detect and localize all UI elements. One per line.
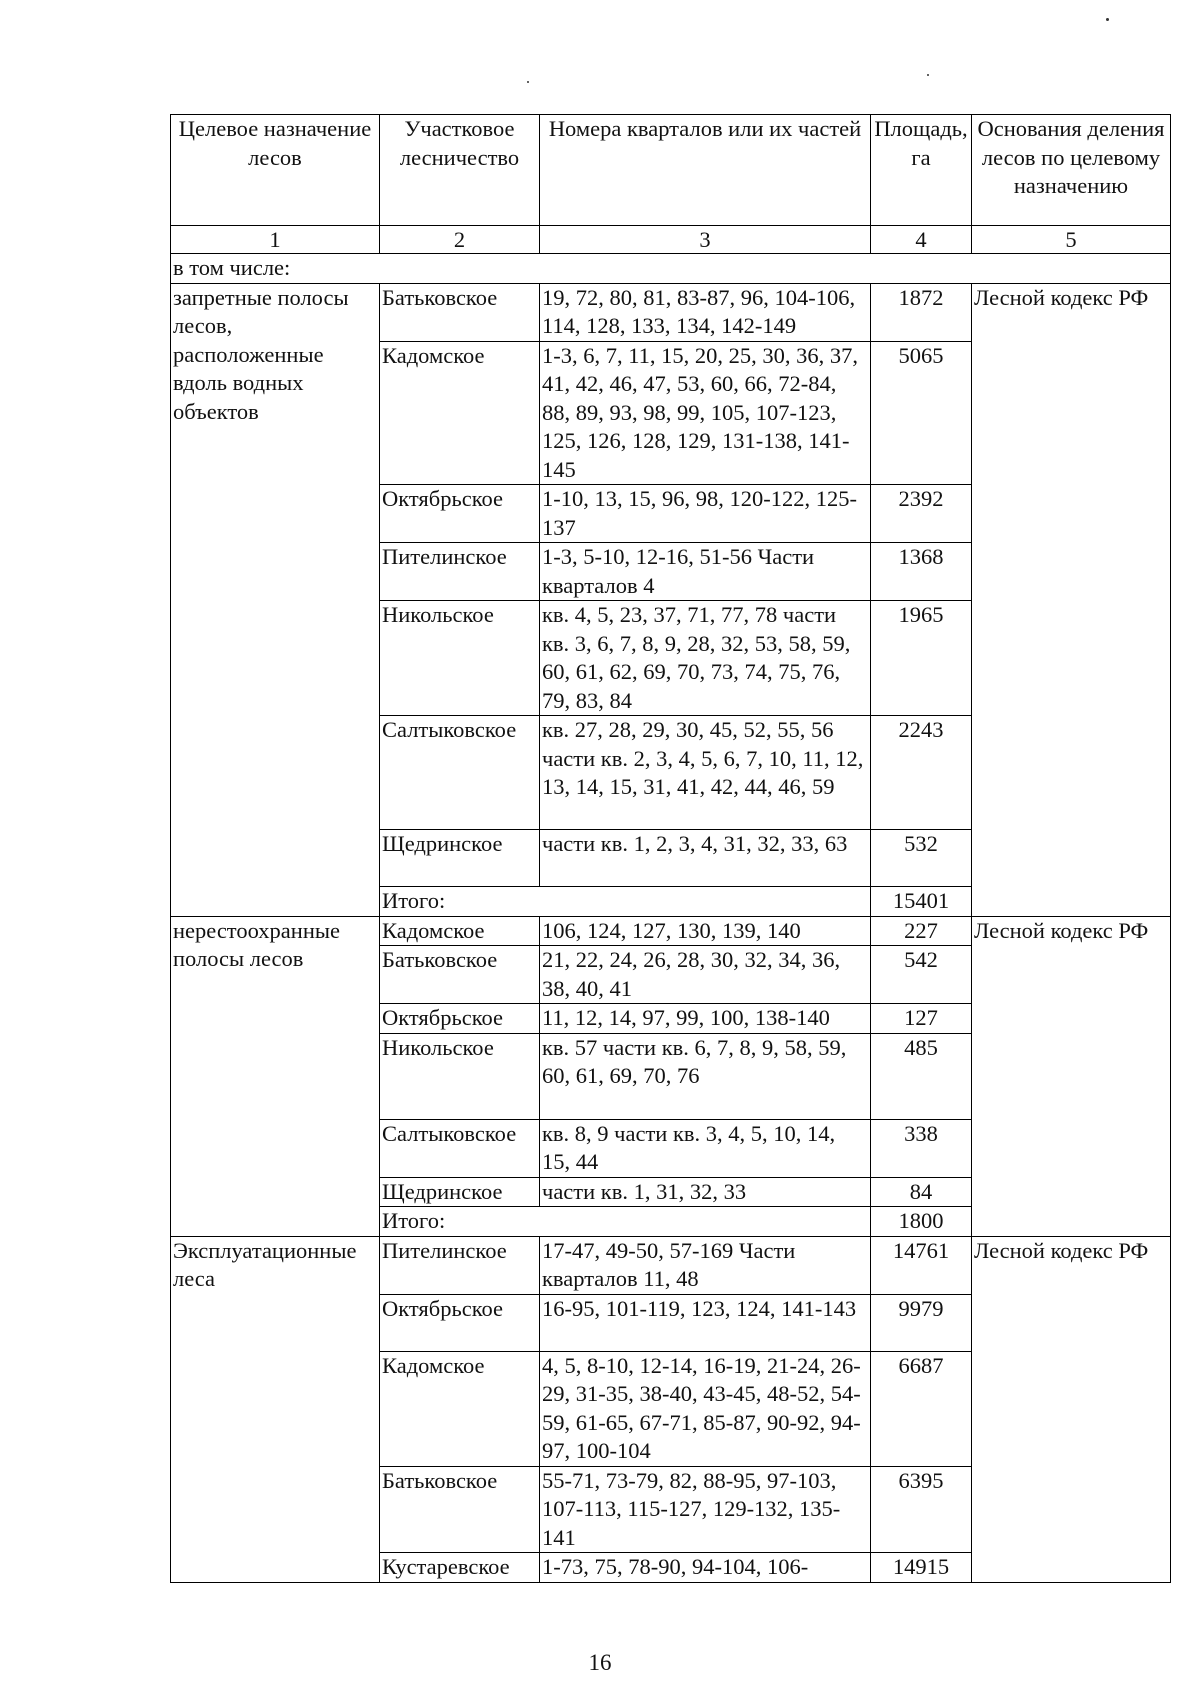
area-cell: 5065 <box>871 341 972 485</box>
including-label: в том числе: <box>171 254 1171 284</box>
quarters-cell: 1-3, 6, 7, 11, 15, 20, 25, 30, 36, 37, 41, 42, 46, 47, 53, 60, 66, 72-84, 88, 89, 93, 98, 99, 105, 107-123, 125, 126, 128, 129, 131-138, 141-145 <box>540 341 871 485</box>
area-cell: 14915 <box>871 1553 972 1583</box>
total-area: 15401 <box>871 887 972 917</box>
purpose-cell: нерестоохранные полосы лесов <box>171 916 380 1236</box>
column-number: 3 <box>540 226 871 254</box>
scan-speck <box>1106 18 1109 21</box>
header-basis: Основания деления лесов по целевому назначению <box>972 115 1171 226</box>
header-quarters: Номера кварталов или их частей <box>540 115 871 226</box>
area-cell: 84 <box>871 1177 972 1207</box>
column-number: 5 <box>972 226 1171 254</box>
total-area: 1800 <box>871 1207 972 1237</box>
forestry-cell: Кадомское <box>380 916 540 946</box>
quarters-cell: кв. 27, 28, 29, 30, 45, 52, 55, 56 части кв. 2, 3, 4, 5, 6, 7, 10, 11, 12, 13, 14, 15, 31, 41, 42, 44, 46, 59 <box>540 716 871 830</box>
forestry-cell: Октябрьское <box>380 1004 540 1034</box>
area-cell: 338 <box>871 1119 972 1177</box>
forestry-cell: Кадомское <box>380 1351 540 1466</box>
basis-cell: Лесной кодекс РФ <box>972 283 1171 916</box>
forestry-cell: Батьковское <box>380 283 540 341</box>
including-row <box>171 254 1171 284</box>
table-row <box>171 1236 1171 1294</box>
area-cell: 532 <box>871 830 972 887</box>
header-forestry: Участковое лесничество <box>380 115 540 226</box>
area-cell: 9979 <box>871 1294 972 1351</box>
area-cell: 6687 <box>871 1351 972 1466</box>
area-cell: 2392 <box>871 485 972 543</box>
quarters-cell: части кв. 1, 31, 32, 33 <box>540 1177 871 1207</box>
total-label: Итого: <box>380 887 871 917</box>
forestry-cell: Батьковское <box>380 946 540 1004</box>
forestry-cell: Щедринское <box>380 830 540 887</box>
forestry-cell: Пителинское <box>380 1236 540 1294</box>
forestry-cell: Никольское <box>380 1033 540 1119</box>
forestry-cell: Салтыковское <box>380 1119 540 1177</box>
quarters-cell: 21, 22, 24, 26, 28, 30, 32, 34, 36, 38, 40, 41 <box>540 946 871 1004</box>
table-row <box>171 916 1171 946</box>
header-area: Площадь, га <box>871 115 972 226</box>
area-cell: 14761 <box>871 1236 972 1294</box>
quarters-cell: 1-73, 75, 78-90, 94-104, 106- <box>540 1553 871 1583</box>
scan-speck <box>527 81 529 83</box>
forestry-cell: Октябрьское <box>380 485 540 543</box>
forestry-cell: Никольское <box>380 601 540 716</box>
quarters-cell: 1-10, 13, 15, 96, 98, 120-122, 125-137 <box>540 485 871 543</box>
area-cell: 1965 <box>871 601 972 716</box>
forestry-cell: Щедринское <box>380 1177 540 1207</box>
quarters-cell: 4, 5, 8-10, 12-14, 16-19, 21-24, 26-29, 31-35, 38-40, 43-45, 48-52, 54-59, 61-65, 67-71, 85-87, 90-92, 94-97, 100-104 <box>540 1351 871 1466</box>
forest-purpose-table <box>170 114 1171 1583</box>
quarters-cell: 16-95, 101-119, 123, 124, 141-143 <box>540 1294 871 1351</box>
area-cell: 6395 <box>871 1466 972 1553</box>
quarters-cell: кв. 57 части кв. 6, 7, 8, 9, 58, 59, 60, 61, 69, 70, 76 <box>540 1033 871 1119</box>
header-purpose: Целевое назначение лесов <box>171 115 380 226</box>
column-number: 4 <box>871 226 972 254</box>
forestry-cell: Кустаревское <box>380 1553 540 1583</box>
scan-speck <box>927 74 929 76</box>
quarters-cell: 55-71, 73-79, 82, 88-95, 97-103, 107-113, 115-127, 129-132, 135-141 <box>540 1466 871 1553</box>
area-cell: 2243 <box>871 716 972 830</box>
area-cell: 1368 <box>871 543 972 601</box>
quarters-cell: 1-3, 5-10, 12-16, 51-56 Части кварталов 4 <box>540 543 871 601</box>
column-number-row <box>171 226 1171 254</box>
column-number: 2 <box>380 226 540 254</box>
quarters-cell: части кв. 1, 2, 3, 4, 31, 32, 33, 63 <box>540 830 871 887</box>
quarters-cell: 106, 124, 127, 130, 139, 140 <box>540 916 871 946</box>
area-cell: 1872 <box>871 283 972 341</box>
basis-cell: Лесной кодекс РФ <box>972 1236 1171 1582</box>
quarters-cell: 11, 12, 14, 97, 99, 100, 138-140 <box>540 1004 871 1034</box>
quarters-cell: кв. 4, 5, 23, 37, 71, 77, 78 части кв. 3, 6, 7, 8, 9, 28, 32, 53, 58, 59, 60, 61, 62, 69, 70, 73, 74, 75, 76, 79, 83, 84 <box>540 601 871 716</box>
area-cell: 542 <box>871 946 972 1004</box>
quarters-cell: 19, 72, 80, 81, 83-87, 96, 104-106, 114, 128, 133, 134, 142-149 <box>540 283 871 341</box>
area-cell: 127 <box>871 1004 972 1034</box>
area-cell: 227 <box>871 916 972 946</box>
purpose-cell: запретные полосы лесов, расположенные вдоль водных объектов <box>171 283 380 916</box>
forestry-cell: Батьковское <box>380 1466 540 1553</box>
total-label: Итого: <box>380 1207 871 1237</box>
column-number: 1 <box>171 226 380 254</box>
forestry-cell: Кадомское <box>380 341 540 485</box>
quarters-cell: 17-47, 49-50, 57-169 Части кварталов 11, 48 <box>540 1236 871 1294</box>
basis-cell: Лесной кодекс РФ <box>972 916 1171 1236</box>
quarters-cell: кв. 8, 9 части кв. 3, 4, 5, 10, 14, 15, 44 <box>540 1119 871 1177</box>
purpose-cell: Эксплуатационные леса <box>171 1236 380 1582</box>
header-row <box>171 115 1171 226</box>
area-cell: 485 <box>871 1033 972 1119</box>
table-row <box>171 283 1171 341</box>
forestry-cell: Салтыковское <box>380 716 540 830</box>
forestry-cell: Октябрьское <box>380 1294 540 1351</box>
forestry-cell: Пителинское <box>380 543 540 601</box>
page-number: 16 <box>588 1650 612 1675</box>
